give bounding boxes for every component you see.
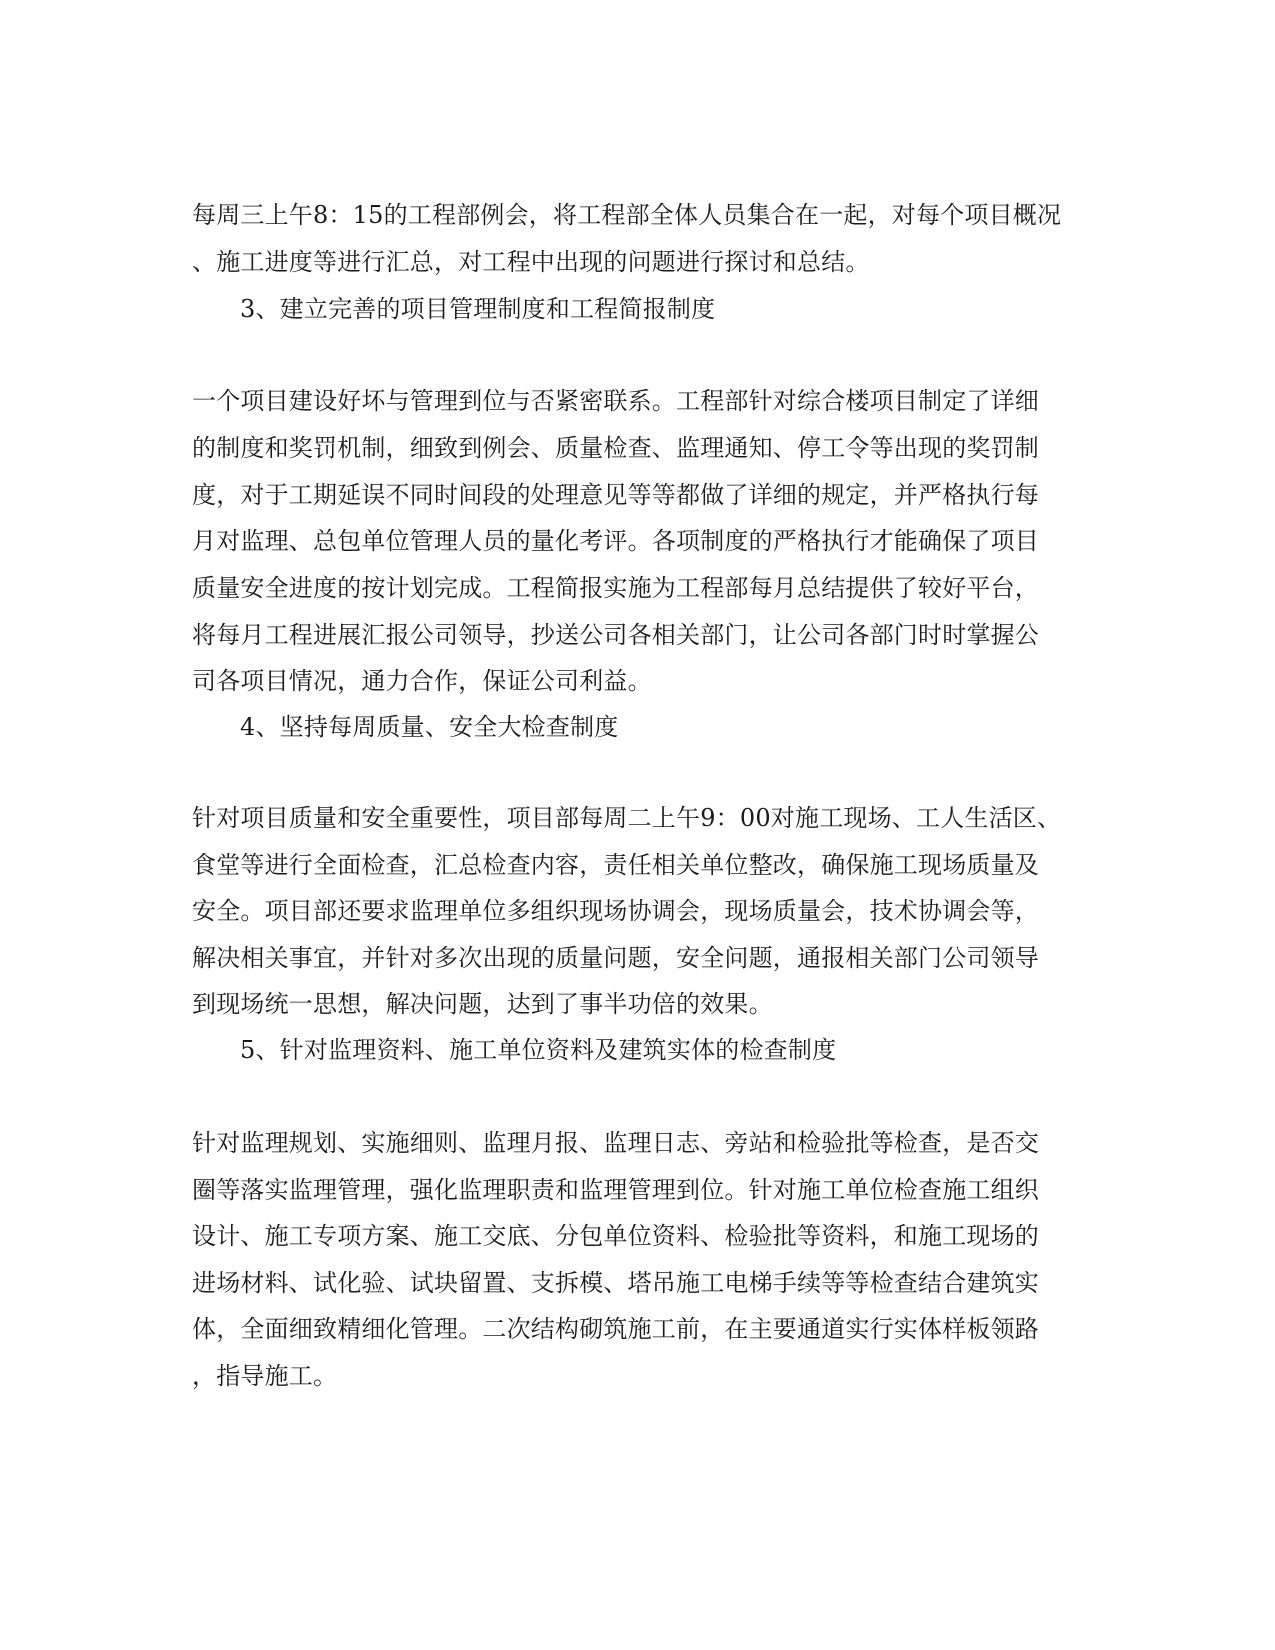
paragraph-line: 的制度和奖罚机制，细致到例会、质量检查、监理通知、停工令等出现的奖罚制 <box>192 434 1039 462</box>
paragraph-line: 每周三上午8：15的工程部例会，将工程部全体人员集合在一起，对每个项目概况 <box>192 201 1062 229</box>
paragraph-line: 到现场统一思想，解决问题，达到了事半功倍的效果。 <box>192 990 773 1018</box>
paragraph-line: ，指导施工。 <box>192 1362 338 1390</box>
paragraph-line: 圈等落实监理管理，强化监理职责和监理管理到位。针对施工单位检查施工组织 <box>192 1176 1039 1204</box>
paragraph-line: 针对项目质量和安全重要性，项目部每周二上午9：00对施工现场、工人生活区、 <box>192 804 1062 832</box>
paragraph-line: 安全。项目部还要求监理单位多组织现场协调会，现场质量会，技术协调会等， <box>192 897 1039 925</box>
paragraph-line: 设计、施工专项方案、施工交底、分包单位资料、检验批等资料，和施工现场的 <box>192 1222 1039 1250</box>
paragraph-line: 进场材料、试化验、试块留置、支拆模、塔吊施工电梯手续等等检查结合建筑实 <box>192 1269 1039 1297</box>
section-heading-5: 5、针对监理资料、施工单位资料及建筑实体的检查制度 <box>240 1036 837 1064</box>
paragraph-line: 食堂等进行全面检查，汇总检查内容，责任相关单位整改，确保施工现场质量及 <box>192 851 1039 879</box>
paragraph-line: 度，对于工期延误不同时间段的处理意见等等都做了详细的规定，并严格执行每 <box>192 481 1039 509</box>
section-heading-3: 3、建立完善的项目管理制度和工程简报制度 <box>240 295 716 323</box>
paragraph-line: 针对监理规划、实施细则、监理月报、监理日志、旁站和检验批等检查，是否交 <box>192 1129 1039 1157</box>
paragraph-line: 司各项目情况，通力合作，保证公司利益。 <box>192 667 652 695</box>
section-heading-4: 4、坚持每周质量、安全大检查制度 <box>240 713 619 741</box>
paragraph-line: 体，全面细致精细化管理。二次结构砌筑施工前，在主要通道实行实体样板领路 <box>192 1315 1039 1343</box>
paragraph-line: 将每月工程进展汇报公司领导，抄送公司各相关部门，让公司各部门时时掌握公 <box>192 621 1039 649</box>
paragraph-line: 解决相关事宜，并针对多次出现的质量问题，安全问题，通报相关部门公司领导 <box>192 944 1039 972</box>
paragraph-line: 、施工进度等进行汇总，对工程中出现的问题进行探讨和总结。 <box>192 248 870 276</box>
paragraph-line: 质量安全进度的按计划完成。工程简报实施为工程部每月总结提供了较好平台， <box>192 574 1039 602</box>
paragraph-line: 月对监理、总包单位管理人员的量化考评。各项制度的严格执行才能确保了项目 <box>192 527 1039 555</box>
paragraph-line: 一个项目建设好坏与管理到位与否紧密联系。工程部针对综合楼项目制定了详细 <box>192 387 1039 415</box>
